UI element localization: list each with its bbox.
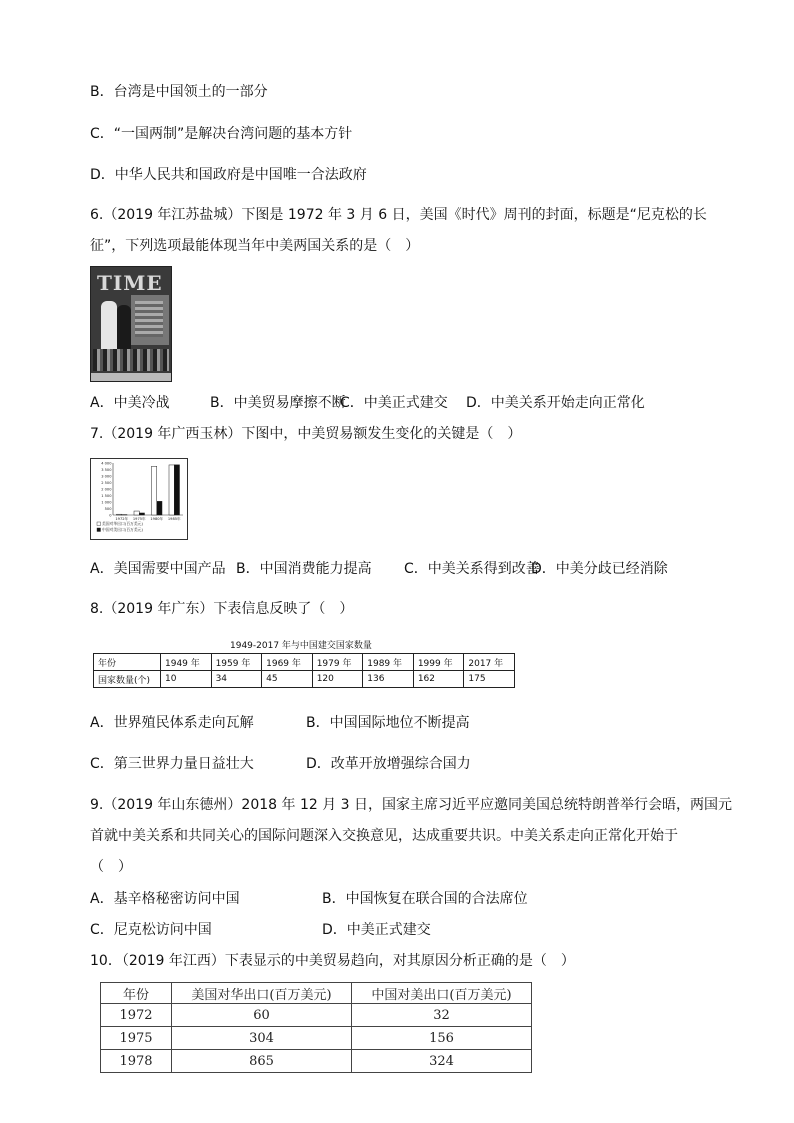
table-cell: 美国对华出口(百万美元) (172, 983, 352, 1004)
figure-illustration (101, 301, 117, 349)
table-cell: 1989 年 (363, 654, 414, 671)
q7-option-b: B．中国消费能力提高 (236, 561, 372, 577)
y-tick-label: 2 500 (101, 481, 112, 485)
q9-option-c: C．尼克松访问中国 (90, 922, 212, 938)
q10-table (100, 982, 532, 1073)
q6-option-d: D．中美关系开始走向正常化 (466, 395, 645, 411)
q9-option-a: A．基辛格秘密访问中国 (90, 891, 240, 907)
crowd-illustration (93, 349, 169, 371)
x-tick-label: 1972年 (115, 517, 129, 521)
bar (152, 466, 157, 515)
table-cell: 324 (352, 1050, 532, 1073)
q9-stem-line1: 9.（2019 年山东德州）2018 年 12 月 3 日，国家主席习近平应邀同美国总统特朗普举行会晤，两国元 (90, 797, 733, 813)
table-cell: 34 (211, 671, 262, 688)
trade-bar-chart-svg (91, 459, 187, 539)
y-tick-label: 4 000 (101, 461, 112, 466)
legend-label: 中国对美出口(百万美元) (102, 527, 143, 532)
table-cell: 1999 年 (413, 654, 464, 671)
bar (134, 511, 139, 515)
table-cell: 865 (172, 1050, 352, 1073)
q7-stem: 7.（2019 年广西玉林）下图中，中美贸易额发生变化的关键是（ ） (90, 426, 522, 442)
y-tick-label: 3 000 (101, 474, 112, 479)
trade-bar-chart (90, 458, 188, 540)
legend-swatch (97, 522, 101, 526)
q9-option-b: B．中国恢复在联合国的合法席位 (322, 891, 528, 907)
table-cell: 120 (312, 671, 363, 688)
table-cell: 162 (413, 671, 464, 688)
figure-illustration (117, 305, 131, 349)
bar (157, 501, 162, 515)
q5-option-c: C．“一国两制”是解决台湾问题的基本方针 (90, 126, 353, 142)
q6-option-b: B．中美贸易摩擦不断 (210, 395, 346, 411)
q8-table (93, 653, 515, 688)
table-cell: 175 (464, 671, 515, 688)
q9-option-d: D．中美正式建交 (322, 922, 431, 938)
q8-options-row2 (90, 754, 471, 774)
y-tick-label: 2 000 (101, 487, 112, 492)
table-cell: 32 (352, 1004, 532, 1027)
q6-option-c: C．中美正式建交 (340, 395, 448, 411)
y-tick-label: 1 000 (101, 500, 112, 505)
table-row (101, 1004, 532, 1027)
q8-option-d: D．改革开放增强综合国力 (306, 756, 471, 772)
table-cell: 1949 年 (161, 654, 212, 671)
bar (169, 465, 174, 515)
q7-option-d: D．中美分歧已经消除 (531, 561, 668, 577)
legend-swatch (97, 528, 101, 532)
table-header-row (94, 654, 515, 671)
table-cell: 2017 年 (464, 654, 515, 671)
table-row (101, 1027, 532, 1050)
q8-table-title: 1949-2017 年与中国建交国家数量 (230, 641, 372, 651)
bar (139, 513, 144, 515)
table-cell: 45 (262, 671, 313, 688)
q8-option-a: A．世界殖民体系走向瓦解 (90, 715, 254, 731)
q9-options-row1 (90, 889, 528, 909)
y-tick-label: 500 (104, 507, 112, 511)
q9-stem-line3: （ ） (90, 859, 132, 875)
cover-footer (91, 373, 171, 381)
q8-stem: 8.（2019 年广东）下表信息反映了（ ） (90, 601, 354, 617)
x-tick-label: 1985年 (167, 517, 181, 521)
q6-option-a: A．中美冷战 (90, 395, 170, 411)
table-cell: 1975 (101, 1027, 172, 1050)
legend-label: 美国对华出口(百万美元) (102, 521, 143, 526)
table-cell: 1979 年 (312, 654, 363, 671)
y-tick-label: 1 500 (101, 494, 112, 498)
table-cell: 中国对美出口(百万美元) (352, 983, 532, 1004)
x-tick-label: 1980年 (150, 517, 164, 521)
table-cell: 136 (363, 671, 414, 688)
table-header-row (101, 983, 532, 1004)
q6-stem-line1: 6.（2019 年江苏盐城）下图是 1972 年 3 月 6 日，美国《时代》周刊的封面，标题是“尼克松的长 (90, 207, 707, 223)
table-cell: 国家数量(个) (94, 671, 161, 688)
q7-options (90, 559, 668, 579)
bar (117, 514, 122, 515)
q9-stem-line2: 首就中美关系和共同关心的国际问题深入交换意见，达成重要共识。中美关系走向正常化开始于 (90, 828, 678, 844)
great-wall-illustration (131, 295, 169, 345)
table-row (101, 1050, 532, 1073)
y-tick-label: 3 500 (101, 468, 112, 472)
q10-stem: 10．（2019 年江西）下表显示的中美贸易趋向，对其原因分析正确的是（ ） (90, 953, 575, 969)
table-cell: 1959 年 (211, 654, 262, 671)
table-cell: 1969 年 (262, 654, 313, 671)
q5-option-d: D．中华人民共和国政府是中国唯一合法政府 (90, 167, 367, 183)
time-magazine-cover-image (90, 266, 172, 382)
time-logo: TIME (97, 271, 163, 295)
q6-stem-line2: 征”，下列选项最能体现当年中美两国关系的是（ ） (90, 238, 420, 254)
table-cell: 年份 (101, 983, 172, 1004)
q9-options-row2 (90, 920, 431, 940)
bar (174, 465, 179, 515)
table-cell: 1978 (101, 1050, 172, 1073)
table-cell: 1972 (101, 1004, 172, 1027)
q8-options-row1 (90, 713, 470, 733)
y-tick-label: 0 (109, 513, 112, 518)
table-cell: 60 (172, 1004, 352, 1027)
q6-options (90, 393, 645, 413)
x-tick-label: 1975年 (132, 517, 146, 521)
q7-option-c: C．中美关系得到改善 (404, 561, 540, 577)
q8-option-b: B．中国国际地位不断提高 (306, 715, 470, 731)
table-cell: 年份 (94, 654, 161, 671)
table-cell: 10 (161, 671, 212, 688)
table-row (94, 671, 515, 688)
q5-option-b: B．台湾是中国领土的一部分 (90, 84, 268, 100)
q7-option-a: A．美国需要中国产品 (90, 561, 226, 577)
table-cell: 156 (352, 1027, 532, 1050)
q8-option-c: C．第三世界力量日益壮大 (90, 756, 254, 772)
table-cell: 304 (172, 1027, 352, 1050)
